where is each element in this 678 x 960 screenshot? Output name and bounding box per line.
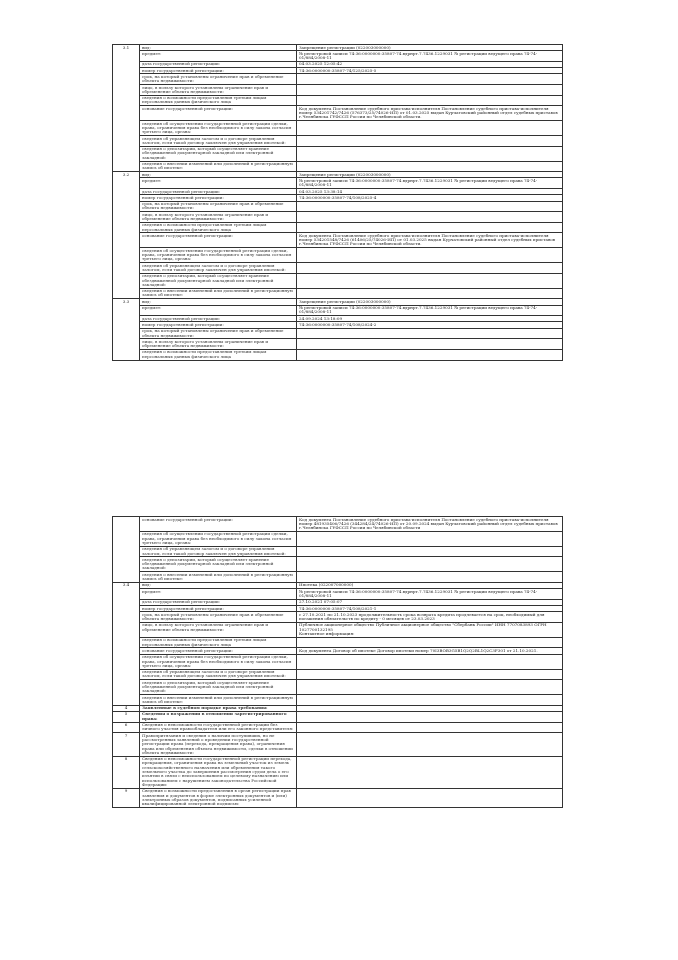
field-value: Код документа Постановление судебного пристава-исполнителя Постановление судебного пристава-исполнителя номер 534201548/7426 (61406/25/74026-ИП) от 01.03.2025 выдан Курчатовский районный отдел судебных приставов г.Челябинска ГУФССП России по Челябинской области. [297, 233, 563, 248]
field-value: 24.09.2024 13:18:09 [297, 316, 563, 322]
field-label: срок, на который установлены ограничение прав и обременение объекта недвижимости: [140, 74, 297, 85]
field-value: 27.10.2021 07:05:07 [297, 599, 563, 605]
section-value [297, 711, 563, 722]
field-label: предмет: [140, 589, 297, 600]
field-label: номер государственной регистрации: [140, 606, 297, 612]
field-row [113, 74, 563, 85]
field-row [113, 349, 563, 360]
field-value [297, 74, 563, 85]
field-label: сведения о возможности предоставления третьим лицам персональных данных физического лица [140, 349, 297, 360]
section-row [113, 733, 563, 756]
field-label: сведения о депозитарии, который осуществляет хранение обездвиженной документарной закладной или электронной закладной: [140, 680, 297, 695]
field-row [113, 95, 563, 106]
field-value [297, 248, 563, 263]
field-value [297, 349, 563, 360]
field-value: 04.03.2025 12:05:42 [297, 61, 563, 67]
field-row [113, 546, 563, 557]
field-label: дата государственной регистрации: [140, 316, 297, 322]
field-value [297, 328, 563, 339]
field-label: сведения о внесении изменений или дополнений в регистрационную запись об ипотеке: [140, 288, 297, 299]
section-number: 9 [113, 788, 140, 807]
field-label: дата государственной регистрации: [140, 599, 297, 605]
field-row [113, 654, 563, 669]
row-number: 3.1 [113, 45, 140, 172]
field-row [113, 233, 563, 248]
section-label: Сведения о возражении в отношении зарегистрированного права: [140, 711, 297, 722]
section-number: 4 [113, 705, 140, 711]
field-label: вид: [140, 582, 297, 588]
field-label: сведения о депозитарии, который осуществляет хранение обездвиженной документарной закладной или электронной закладной: [140, 146, 297, 161]
section-value [297, 733, 563, 756]
field-label: сведения о депозитарии, который осуществляет хранение обездвиженной документарной закладной или электронной закладной: [140, 557, 297, 572]
field-label: лицо, в пользу которого установлены ограничение прав и обременение объекта недвижимости: [140, 85, 297, 96]
field-row [113, 339, 563, 350]
field-label: сведения о возможности предоставления третьим лицам персональных данных физического лица [140, 637, 297, 648]
field-label: сведения о внесении изменений или дополнений в регистрационную запись об ипотеке: [140, 572, 297, 583]
encumbrance-table-page-1 [112, 44, 563, 361]
field-label: вид: [140, 45, 297, 51]
field-label: сведения об осуществлении государственной регистрации сделки, права, ограничения права без необходимого в силу закона согласия третьего лица, органа: [140, 121, 297, 136]
field-label: сведения об управляющем залогом и о договоре управления залогом, если такой договор заключен для управления ипотекой: [140, 136, 297, 147]
field-label: предмет: [140, 305, 297, 316]
field-row [113, 178, 563, 189]
field-value: 04.03.2025 13:38:14 [297, 189, 563, 195]
field-row [113, 669, 563, 680]
field-value [297, 263, 563, 274]
section-value [297, 756, 563, 788]
field-row [113, 146, 563, 161]
field-value [297, 201, 563, 212]
section-label: Правопритязания и сведения о наличии поступивших, но не рассмотренных заявлений о проведении государственной регистрации права (перехода, прекращения права), ограничения права или обременения объекта недвижимости, сделки в отношении объекта недвижимости: [140, 733, 297, 756]
section-value [297, 788, 563, 807]
field-value [297, 637, 563, 648]
field-row [113, 637, 563, 648]
field-value: Код документа Постановление судебного пристава-исполнителя Постановление судебного пристава-исполнителя номер 481935406/7426 (344284/24/74026-ИП) от 20.09.2024 выдан Курчатовский районный отдел судебных приставов г.Челябинска ГУФССП России по Челябинской области [297, 517, 563, 532]
field-row [113, 589, 563, 600]
field-label: сведения об управляющем залогом и о договоре управления залогом, если такой договор заключен для управления ипотекой: [140, 546, 297, 557]
section-number: 5 [113, 711, 140, 722]
field-row [113, 612, 563, 623]
section-label: Заявленные в судебном порядке права требования: [140, 705, 297, 711]
field-value [297, 85, 563, 96]
field-row [113, 248, 563, 263]
field-label: вид: [140, 172, 297, 178]
field-value: 74:36:0000000:35807-74/108/2025-4 [297, 195, 563, 201]
section-row [113, 722, 563, 733]
field-value [297, 557, 563, 572]
field-label: основание государственной регистрации: [140, 517, 297, 532]
field-row [113, 263, 563, 274]
field-value: 74:36:0000000:35807-74/125/2025-5 [297, 68, 563, 74]
section-row [113, 711, 563, 722]
field-label: сведения об осуществлении государственной регистрации сделки, права, ограничения права без необходимого в силу закона согласия третьего лица, органа: [140, 248, 297, 263]
field-value [297, 669, 563, 680]
field-value: Запрещение регистрации (022003000000) [297, 172, 563, 178]
field-label: лицо, в пользу которого установлены ограничение прав и обременение объекта недвижимости: [140, 622, 297, 637]
field-value [297, 222, 563, 233]
field-label: сведения о возможности предоставления третьим лицам персональных данных физического лица [140, 95, 297, 106]
field-value [297, 288, 563, 299]
field-value: Код документа Договор об ипотеке Договор ипотеки номер 70I3BOB3G5B1Q2Q2BL1Q2C3F301 от 21.10.2021. [297, 648, 563, 654]
field-label: срок, на который установлены ограничение прав и обременение объекта недвижимости: [140, 612, 297, 623]
field-label: дата государственной регистрации: [140, 189, 297, 195]
field-row [113, 680, 563, 695]
field-value [297, 572, 563, 583]
row-number: 3.2 [113, 172, 140, 299]
field-value [297, 161, 563, 172]
field-row [113, 136, 563, 147]
field-label: вид: [140, 299, 297, 305]
field-label: срок, на который установлены ограничение прав и обременение объекта недвижимости: [140, 201, 297, 212]
section-number: 7 [113, 733, 140, 756]
field-row [113, 212, 563, 223]
field-label: сведения о внесении изменений или дополнений в регистрационную запись об ипотеке: [140, 695, 297, 706]
section-label: Сведения о невозможности государственной регистрации без личного участия правообладателя или его законного представителя: [140, 722, 297, 733]
field-value: № регистровой записи 74:36:0000000:35807-74.вдрнрт.7.7436.1229031 № регистрации ведущего права 74-74-01/884/2008-11 [297, 589, 563, 600]
field-row [113, 328, 563, 339]
field-label: сведения об управляющем залогом и о договоре управления залогом, если такой договор заключен для управления ипотекой: [140, 263, 297, 274]
field-label: номер государственной регистрации: [140, 68, 297, 74]
field-row [113, 517, 563, 532]
section-number: 8 [113, 756, 140, 788]
field-value [297, 212, 563, 223]
field-label: основание государственной регистрации: [140, 233, 297, 248]
field-row [113, 695, 563, 706]
section-number: 6 [113, 722, 140, 733]
field-row [113, 622, 563, 637]
field-label: предмет: [140, 178, 297, 189]
field-row [113, 222, 563, 233]
field-label: предмет: [140, 51, 297, 62]
encumbrance-table-page-2 [112, 516, 563, 808]
field-value: Код документа Постановление судебного пристава-исполнителя Постановление судебного пристава-исполнителя номер 534201742/7426 (576373/25/74026-ИП) от 01.03.2025 выдан Курчатовский районный отдел судебных приставов г.Челябинска ГУФССП России по Челябинской области. [297, 106, 563, 121]
field-value: Ипотека (022007000000) [297, 582, 563, 588]
field-value [297, 695, 563, 706]
section-row [113, 756, 563, 788]
field-value [297, 273, 563, 288]
field-row [113, 305, 563, 316]
field-row [113, 557, 563, 572]
field-value [297, 136, 563, 147]
field-row [113, 106, 563, 121]
scan-page-2 [0, 480, 678, 960]
field-value: 74:36:0000000:35807-74/108/2021-1 [297, 606, 563, 612]
field-value [297, 680, 563, 695]
field-label: сведения об осуществлении государственной регистрации сделки, права, ограничения права без необходимого в силу закона согласия третьего лица, органа: [140, 531, 297, 546]
field-label: сведения о возможности предоставления третьим лицам персональных данных физического лица [140, 222, 297, 233]
row-number [113, 517, 140, 583]
field-value: № регистровой записи 74:36:0000000:35807-74.вдрнрт.7.7436.1229031 № регистрации ведущего права 74-74-01/884/2008-11 [297, 178, 563, 189]
section-row [113, 788, 563, 807]
field-row [113, 161, 563, 172]
field-label: основание государственной регистрации: [140, 106, 297, 121]
field-row [113, 572, 563, 583]
field-row [113, 288, 563, 299]
field-label: дата государственной регистрации: [140, 61, 297, 67]
field-label: лицо, в пользу которого установлены ограничение прав и обременение объекта недвижимости: [140, 212, 297, 223]
field-value: Публичное акционерное общество Публичное акционерное общество "Сбербанк России" ИНН 7707083893 ОГРН 1027700132195 Контактное информация: [297, 622, 563, 637]
row-number: 3.3 [113, 299, 140, 360]
field-value [297, 531, 563, 546]
field-label: сведения о депозитарии, который осуществляет хранение обездвиженной документарной закладной или электронной закладной: [140, 273, 297, 288]
section-value [297, 722, 563, 733]
field-value [297, 121, 563, 136]
field-label: основание государственной регистрации: [140, 648, 297, 654]
field-value: № регистровой записи 74:36:0000000:35807-74.вдрнрт.7.7436.1229031 № регистрации ведущего права 74-74-01/884/2008-11 [297, 51, 563, 62]
field-label: сведения о внесении изменений или дополнений в регистрационную запись об ипотеке: [140, 161, 297, 172]
field-row [113, 273, 563, 288]
field-value [297, 339, 563, 350]
field-value: с 27.10.2021 по 21.10.2023 продолжительность срока возврата кредита продлевается на срок, необходимый для погашения обязательств по кредиту - 0 месяцев от 23.03.2023 [297, 612, 563, 623]
field-row [113, 51, 563, 62]
field-value: № регистровой записи 74:36:0000000:35807-74.вдрнрт.7.7436.1229031 № регистрации ведущего права 74-74-01/884/2008-11 [297, 305, 563, 316]
field-value: 74:36:0000000:35807-74/108/2024-2 [297, 322, 563, 328]
field-label: лицо, в пользу которого установлены ограничение прав и обременение объекта недвижимости: [140, 339, 297, 350]
field-label: срок, на который установлены ограничение прав и обременение объекта недвижимости: [140, 328, 297, 339]
field-value [297, 146, 563, 161]
section-label: Сведения о возможности предоставления в орган регистрации прав заявления и документов в форме электронных документов и (или) электронных образов документов, подписанных усиленной квалифицированной электронной подписью: [140, 788, 297, 807]
field-row [113, 531, 563, 546]
field-label: номер государственной регистрации: [140, 195, 297, 201]
field-label: номер государственной регистрации: [140, 322, 297, 328]
field-row [113, 121, 563, 136]
field-row [113, 201, 563, 212]
field-row [113, 85, 563, 96]
field-value [297, 654, 563, 669]
field-value: Запрещение регистрации (022003000000) [297, 299, 563, 305]
field-value: Запрещение регистрации (022003000000) [297, 45, 563, 51]
row-number: 3.4 [113, 582, 140, 705]
field-label: сведения об управляющем залогом и о договоре управления залогом, если такой договор заключен для управления ипотекой: [140, 669, 297, 680]
field-label: сведения об осуществлении государственной регистрации сделки, права, ограничения права без необходимого в силу закона согласия третьего лица, органа: [140, 654, 297, 669]
section-label: Сведения о невозможности государственной регистрации перехода, прекращения, ограничения права на земельный участок из земель сельскохозяйственного назначения или обременения такого земельного участка до завершения рассмотрения судом дела о его изъятии в связи с неиспользованием по целевому назначению или использованием с нарушением законодательства Российской Федерации: [140, 756, 297, 788]
field-value [297, 95, 563, 106]
field-value [297, 546, 563, 557]
